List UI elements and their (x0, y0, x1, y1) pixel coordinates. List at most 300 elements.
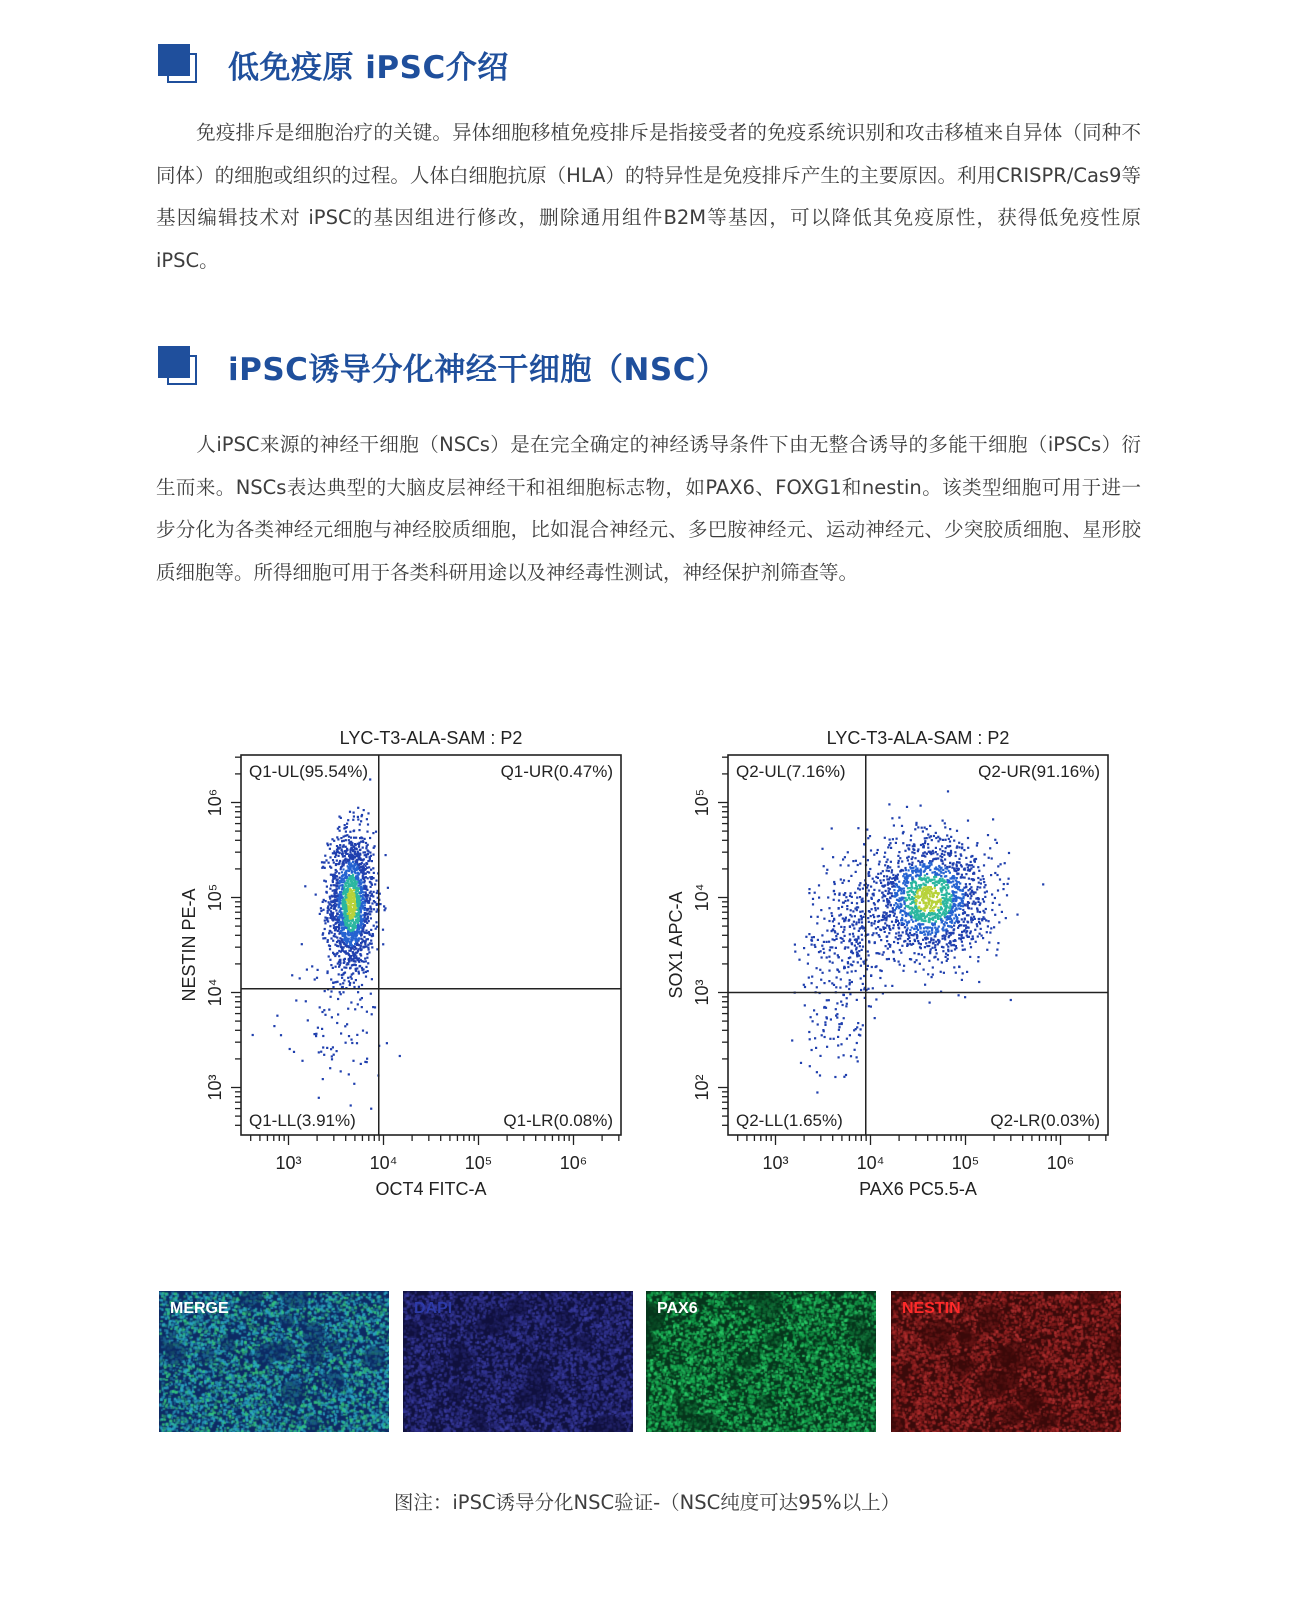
data-point (838, 1023, 840, 1025)
data-point (361, 837, 363, 839)
data-point (945, 839, 947, 841)
data-point (350, 959, 352, 961)
data-point (889, 866, 891, 868)
data-point (349, 915, 351, 917)
data-point (873, 894, 875, 896)
data-point (965, 857, 967, 859)
data-point (962, 890, 964, 892)
data-point (930, 912, 932, 914)
data-point (976, 888, 978, 890)
data-point (942, 950, 944, 952)
data-point (899, 857, 901, 859)
data-point (368, 933, 370, 935)
data-point (927, 843, 929, 845)
data-point (889, 839, 891, 841)
data-point (888, 844, 890, 846)
data-point (338, 926, 340, 928)
data-point (841, 906, 843, 908)
data-point (896, 884, 898, 886)
data-point (366, 898, 368, 900)
data-point (343, 950, 345, 952)
data-point (867, 859, 869, 861)
data-point (893, 885, 895, 887)
data-point (334, 856, 336, 858)
data-point (342, 868, 344, 870)
data-point (972, 878, 974, 880)
data-point (833, 890, 835, 892)
data-point (343, 962, 345, 964)
data-point (892, 874, 894, 876)
data-point (911, 867, 913, 869)
data-point (363, 972, 365, 974)
data-point (343, 943, 345, 945)
data-point (889, 877, 891, 879)
data-point (973, 916, 975, 918)
data-point (362, 1030, 364, 1032)
data-point (983, 886, 985, 888)
data-point (843, 926, 845, 928)
data-point (931, 839, 933, 841)
data-point (816, 1091, 818, 1093)
data-point (874, 903, 876, 905)
x-tick-label: 10³ (275, 1153, 302, 1173)
data-point (347, 853, 349, 855)
x-axis-label: OCT4 FITC-A (375, 1179, 487, 1199)
y-tick-label: 10⁴ (692, 883, 712, 912)
data-point (888, 925, 890, 927)
data-point (824, 1036, 826, 1038)
data-point (838, 914, 840, 916)
data-point (928, 902, 930, 904)
data-point (370, 940, 372, 942)
data-point (915, 822, 917, 824)
data-point (348, 980, 350, 982)
data-point (355, 947, 357, 949)
data-point (906, 844, 908, 846)
data-point (982, 937, 984, 939)
data-point (315, 894, 317, 896)
data-point (908, 844, 910, 846)
data-point (330, 964, 332, 966)
data-point (833, 1038, 835, 1040)
data-point (976, 923, 978, 925)
data-point (356, 944, 358, 946)
data-point (358, 972, 360, 974)
data-point (325, 891, 327, 893)
data-point (845, 896, 847, 898)
data-point (882, 870, 884, 872)
data-point (925, 868, 927, 870)
data-point (323, 861, 325, 863)
data-point (328, 955, 330, 957)
data-point (1010, 999, 1012, 1001)
data-point (344, 855, 346, 857)
data-point (945, 871, 947, 873)
data-point (953, 877, 955, 879)
data-point (370, 882, 372, 884)
data-point (357, 991, 359, 993)
data-point (940, 918, 942, 920)
data-point (844, 948, 846, 950)
data-point (351, 911, 353, 913)
data-point (350, 930, 352, 932)
data-point (977, 866, 979, 868)
data-point (972, 938, 974, 940)
data-point (370, 929, 372, 931)
y-tick-label: 10² (692, 1074, 712, 1101)
data-point (937, 907, 939, 909)
data-point (988, 920, 990, 922)
data-point (337, 881, 339, 883)
data-point (339, 877, 341, 879)
data-point (898, 900, 900, 902)
data-point (810, 916, 812, 918)
data-point (946, 943, 948, 945)
data-point (868, 889, 870, 891)
data-point (954, 905, 956, 907)
data-point (994, 872, 996, 874)
data-point (999, 878, 1001, 880)
data-point (964, 948, 966, 950)
data-point (875, 965, 877, 967)
data-point (922, 899, 924, 901)
data-point (843, 920, 845, 922)
data-point (946, 892, 948, 894)
data-point (846, 1003, 848, 1005)
data-point (357, 1003, 359, 1005)
data-point (813, 936, 815, 938)
data-point (344, 935, 346, 937)
data-point (947, 949, 949, 951)
data-point (335, 915, 337, 917)
data-point (348, 839, 350, 841)
data-point (349, 918, 351, 920)
data-point (957, 927, 959, 929)
data-point (338, 848, 340, 850)
data-point (949, 862, 951, 864)
data-point (974, 918, 976, 920)
data-point (915, 896, 917, 898)
data-point (330, 937, 332, 939)
data-point (967, 907, 969, 909)
data-point (857, 961, 859, 963)
data-point (364, 909, 366, 911)
data-point (944, 864, 946, 866)
data-point (826, 872, 828, 874)
data-point (857, 887, 859, 889)
data-point (901, 917, 903, 919)
data-point (347, 882, 349, 884)
data-point (935, 832, 937, 834)
data-point (366, 1061, 368, 1063)
data-point (350, 967, 352, 969)
data-point (966, 971, 968, 973)
data-point (349, 893, 351, 895)
data-point (349, 831, 351, 833)
data-point (351, 933, 353, 935)
data-point (921, 861, 923, 863)
data-point (935, 851, 937, 853)
data-point (886, 958, 888, 960)
data-point (890, 881, 892, 883)
data-point (347, 924, 349, 926)
data-point (363, 872, 365, 874)
data-point (835, 1015, 837, 1017)
data-point (927, 973, 929, 975)
data-point (356, 958, 358, 960)
data-point (867, 950, 869, 952)
data-point (911, 902, 913, 904)
data-point (883, 879, 885, 881)
data-point (844, 856, 846, 858)
data-point (1008, 878, 1010, 880)
data-point (877, 915, 879, 917)
data-point (848, 988, 850, 990)
data-point (928, 941, 930, 943)
data-point (882, 914, 884, 916)
data-point (930, 939, 932, 941)
data-point (915, 971, 917, 973)
data-point (918, 916, 920, 918)
data-point (916, 937, 918, 939)
data-point (937, 918, 939, 920)
data-point (944, 921, 946, 923)
data-point (921, 895, 923, 897)
data-point (826, 1046, 828, 1048)
data-point (926, 837, 928, 839)
data-point (870, 1006, 872, 1008)
data-point (852, 933, 854, 935)
data-point (961, 937, 963, 939)
data-point (341, 969, 343, 971)
data-point (352, 919, 354, 921)
data-point (861, 921, 863, 923)
data-point (335, 872, 337, 874)
data-point (949, 915, 951, 917)
data-point (838, 1029, 840, 1031)
data-point (816, 1071, 818, 1073)
data-point (849, 1034, 851, 1036)
data-point (921, 827, 923, 829)
data-point (347, 977, 349, 979)
data-point (963, 893, 965, 895)
data-point (943, 854, 945, 856)
data-point (353, 812, 355, 814)
data-point (329, 898, 331, 900)
data-point (353, 914, 355, 916)
data-point (339, 991, 341, 993)
micro-image-merge (159, 1291, 389, 1432)
data-point (938, 926, 940, 928)
data-point (326, 1047, 328, 1049)
data-point (319, 913, 321, 915)
data-point (933, 892, 935, 894)
data-point (326, 972, 328, 974)
data-point (950, 944, 952, 946)
data-point (868, 910, 870, 912)
data-point (856, 1042, 858, 1044)
data-point (873, 854, 875, 856)
data-point (933, 942, 935, 944)
data-point (807, 963, 809, 965)
data-point (836, 1017, 838, 1019)
data-point (898, 961, 900, 963)
data-point (858, 921, 860, 923)
data-point (351, 882, 353, 884)
data-point (961, 941, 963, 943)
data-point (893, 904, 895, 906)
data-point (355, 964, 357, 966)
data-point (929, 895, 931, 897)
data-point (884, 922, 886, 924)
data-point (348, 863, 350, 865)
data-point (982, 898, 984, 900)
data-point (362, 914, 364, 916)
data-point (353, 837, 355, 839)
paragraph-text: 免疫排斥是细胞治疗的关键。异体细胞移植免疫排斥是指接受者的免疫系统识别和攻击移植来自异体（同种不同体）的细胞或组织的过程。人体白细胞抗原（HLA）的特异性是免疫排斥产生的主要原因。利用CRISPR/Cas9等基因编辑技术对 iPSC的基因组进行修改，删除通用组件B2M等基因，可以降低其免疫原性，获得低免疫性原iPSC。 (156, 121, 1141, 272)
data-point (896, 894, 898, 896)
data-point (321, 1028, 323, 1030)
data-point (899, 949, 901, 951)
data-point (886, 898, 888, 900)
data-point (365, 847, 367, 849)
data-point (953, 925, 955, 927)
data-point (966, 863, 968, 865)
data-point (941, 921, 943, 923)
data-point (913, 933, 915, 935)
data-point (909, 940, 911, 942)
data-point (851, 902, 853, 904)
data-point (860, 927, 862, 929)
data-point (973, 872, 975, 874)
data-point (368, 866, 370, 868)
data-point (904, 926, 906, 928)
data-point (843, 894, 845, 896)
data-point (847, 966, 849, 968)
data-point (877, 952, 879, 954)
data-point (851, 950, 853, 952)
data-point (895, 842, 897, 844)
data-point (819, 1074, 821, 1076)
data-point (346, 859, 348, 861)
data-point (345, 846, 347, 848)
data-point (914, 939, 916, 941)
data-point (352, 927, 354, 929)
data-point (903, 965, 905, 967)
data-point (936, 927, 938, 929)
data-point (355, 968, 357, 970)
data-point (908, 894, 910, 896)
data-point (928, 921, 930, 923)
data-point (823, 918, 825, 920)
data-point (902, 931, 904, 933)
data-point (808, 892, 810, 894)
data-point (372, 895, 374, 897)
data-point (366, 818, 368, 820)
data-point (877, 849, 879, 851)
data-point (867, 837, 869, 839)
data-point (924, 837, 926, 839)
data-point (325, 880, 327, 882)
data-point (346, 1023, 348, 1025)
data-point (869, 868, 871, 870)
data-point (930, 948, 932, 950)
data-point (343, 827, 345, 829)
data-point (828, 920, 830, 922)
data-point (342, 864, 344, 866)
data-point (839, 892, 841, 894)
data-point (870, 915, 872, 917)
data-point (884, 864, 886, 866)
data-point (938, 909, 940, 911)
flow-plot-nestin-oct4 (175, 720, 675, 1220)
data-point (934, 956, 936, 958)
data-point (280, 1034, 282, 1036)
data-point (846, 905, 848, 907)
data-point (948, 838, 950, 840)
data-point (343, 979, 345, 981)
data-point (941, 878, 943, 880)
data-point (366, 932, 368, 934)
data-point (833, 899, 835, 901)
data-point (948, 866, 950, 868)
data-point (314, 978, 316, 980)
data-point (917, 860, 919, 862)
data-point (935, 866, 937, 868)
data-point (367, 913, 369, 915)
data-point (349, 925, 351, 927)
data-point (957, 868, 959, 870)
data-point (975, 858, 977, 860)
data-point (904, 867, 906, 869)
data-point (850, 1055, 852, 1057)
data-point (942, 938, 944, 940)
data-point (949, 852, 951, 854)
data-point (944, 822, 946, 824)
data-point (358, 986, 360, 988)
data-point (876, 852, 878, 854)
data-point (333, 1054, 335, 1056)
data-point (899, 964, 901, 966)
data-point (373, 847, 375, 849)
data-point (952, 862, 954, 864)
x-tick-label: 10⁴ (369, 1153, 398, 1173)
data-point (351, 964, 353, 966)
data-point (340, 817, 342, 819)
data-point (336, 1050, 338, 1052)
data-point (935, 837, 937, 839)
data-point (859, 945, 861, 947)
data-point (894, 892, 896, 894)
data-point (366, 918, 368, 920)
quadrant-label-lr: Q1-LR(0.08%) (503, 1111, 613, 1130)
data-point (327, 905, 329, 907)
data-point (352, 855, 354, 857)
data-point (948, 880, 950, 882)
data-point (331, 1016, 333, 1018)
data-point (354, 870, 356, 872)
data-point (352, 867, 354, 869)
data-point (1042, 883, 1044, 885)
data-point (359, 907, 361, 909)
data-point (836, 976, 838, 978)
data-point (911, 927, 913, 929)
data-point (339, 898, 341, 900)
data-point (903, 888, 905, 890)
data-point (337, 838, 339, 840)
data-point (968, 864, 970, 866)
data-point (836, 1002, 838, 1004)
